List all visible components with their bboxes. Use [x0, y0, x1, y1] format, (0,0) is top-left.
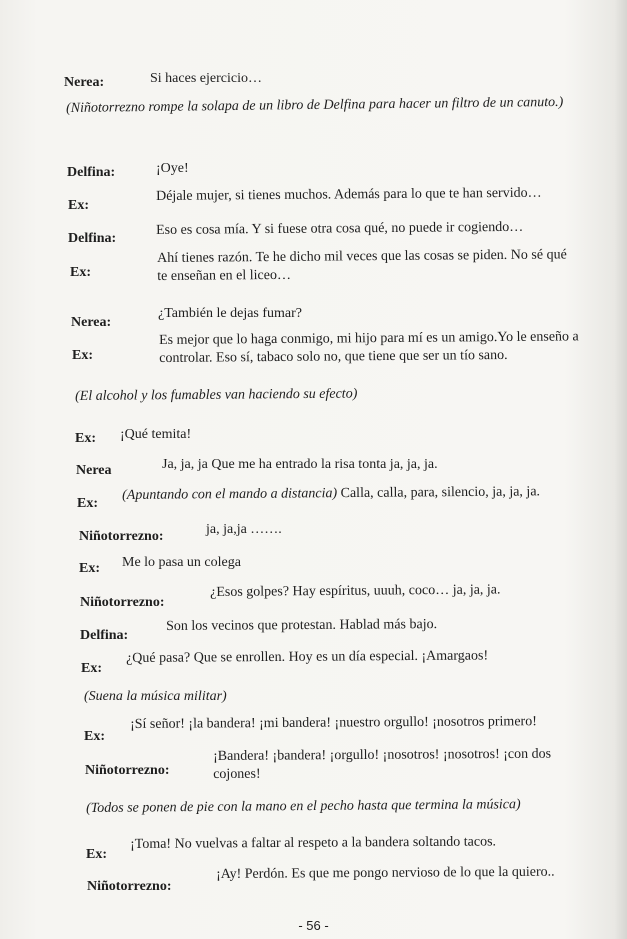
- speaker-label: Niñotorrezno:: [85, 763, 170, 778]
- speaker-label: Ex:: [77, 496, 98, 511]
- speaker-label: Delfina:: [80, 628, 129, 643]
- speaker-label: Ex:: [68, 198, 89, 213]
- dialogue-text: Calla, calla, para, silencio, ja, ja, ja.: [340, 484, 541, 502]
- dialogue-text: ja, ja,ja …….: [206, 522, 282, 537]
- speaker-label: Niñotorrezno:: [87, 879, 172, 894]
- dialogue-text: Si haces ejercicio…: [150, 71, 262, 86]
- speaker-label: Ex:: [75, 431, 96, 446]
- speaker-label: Niñotorrezno:: [80, 595, 165, 610]
- dialogue-text: Ahí tienes razón. Te he dicho mil veces que las cosas se piden. No sé qué te enseñan en el liceo…: [157, 247, 567, 284]
- dialogue-text: ¡Qué temita!: [120, 427, 192, 442]
- dialogue-text: Son los vecinos que protestan. Hablad más bajo.: [166, 617, 438, 634]
- dialogue-text: ¡Toma! No vuelvas a faltar al respeto a la bandera soltando tacos.: [130, 834, 497, 852]
- stage-direction: (Todos se ponen de pie con la mano en el pecho hasta que termina la música): [86, 797, 521, 816]
- stage-inline-line: [122, 483, 540, 505]
- dialogue-text: ¡Sí señor! ¡la bandera! ¡mi bandera! ¡nuestro orgullo! ¡nosotros primero!: [130, 714, 537, 732]
- dialogue-text: ¿También le dejas fumar?: [158, 306, 303, 321]
- speaker-label: Delfina:: [68, 231, 117, 246]
- speaker-label: Ex:: [70, 265, 91, 280]
- speaker-label: Niñotorrezno:: [79, 529, 164, 544]
- speaker-label: Delfina:: [67, 165, 116, 180]
- stage-direction-inline: (Apuntando con el mando a distancia): [122, 486, 338, 503]
- dialogue-text: Déjale mujer, si tienes muchos. Además para lo que te han servido…: [156, 185, 542, 204]
- dialogue-text: Ja, ja, ja Que me ha entrado la risa tonta ja, ja, ja.: [162, 457, 438, 472]
- dialogue-text: Me lo pasa un colega: [122, 555, 241, 570]
- stage-direction: (Niñotorrezno rompe la solapa de un libro de Delfina para hacer un filtro de un canuto.): [66, 94, 564, 116]
- dialogue-text: ¡Ay! Perdón. Es que me pongo nervioso de lo que la quiero..: [216, 864, 555, 882]
- page-number: - 56 -: [298, 918, 329, 933]
- dialogue-text: ¡Bandera! ¡bandera! ¡orgullo! ¡nosotros! ¡nosotros! ¡con dos cojones!: [213, 746, 552, 782]
- speaker-label: Ex:: [79, 561, 100, 576]
- dialogue-text: ¿Esos golpes? Hay espíritus, uuuh, coco… ja, ja, ja.: [210, 582, 501, 600]
- speaker-label: Ex:: [72, 348, 93, 363]
- stage-direction: (Suena la música militar): [84, 689, 227, 704]
- dialogue-text: Eso es cosa mía. Y si fuese otra cosa qué, no puede ir cogiendo…: [156, 219, 524, 238]
- speaker-label: Nerea:: [64, 75, 105, 90]
- speaker-label: Ex:: [86, 847, 107, 862]
- dialogue-text: ¿Qué pasa? Que se enrollen. Hoy es un día especial. ¡Amargaos!: [126, 648, 489, 666]
- dialogue-text: Es mejor que lo haga conmigo, mi hijo para mí es un amigo.Yo le enseño a controlar. Eso sí, tabaco solo no, que tiene que ser un tío sano.: [159, 329, 579, 366]
- speaker-label: Ex:: [81, 661, 102, 676]
- stage-direction: (El alcohol y los fumables van haciendo su efecto): [75, 386, 358, 404]
- speaker-label: Ex:: [84, 729, 105, 744]
- speaker-label: Nerea: [76, 463, 112, 478]
- dialogue-text: ¡Oye!: [156, 161, 189, 176]
- speaker-label: Nerea:: [71, 315, 112, 330]
